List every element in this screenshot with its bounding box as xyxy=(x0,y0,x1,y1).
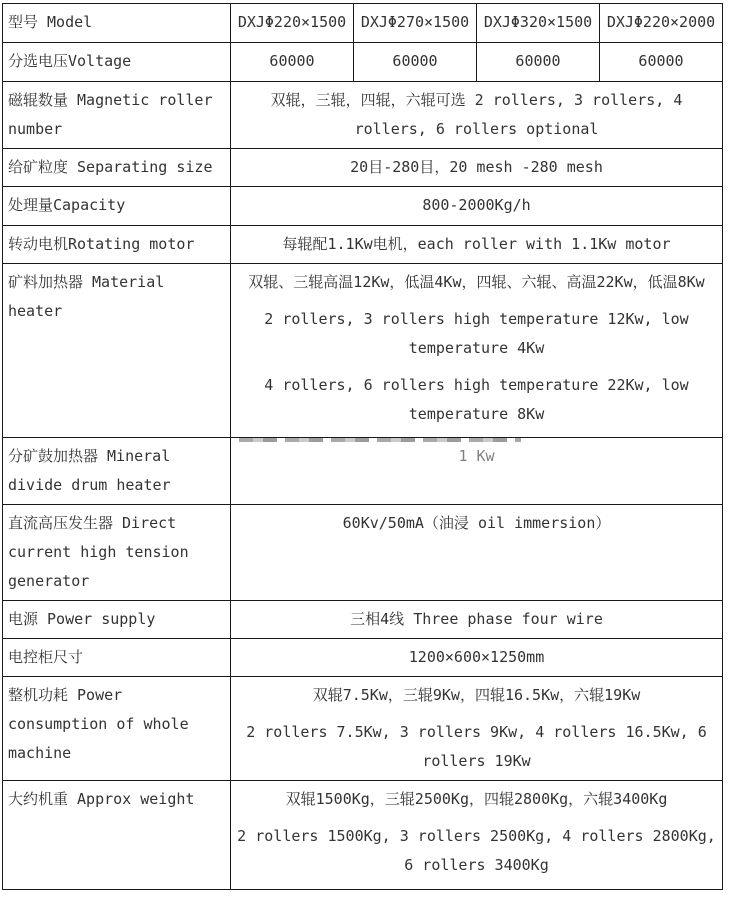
value-paragraph: 2 rollers 7.5Kw, 3 rollers 9Kw, 4 rollers 16.5Kw, 6 rollers 19Kw xyxy=(246,723,707,770)
row-label-power-consumption: 整机功耗 Power consumption of whole machine xyxy=(3,677,231,781)
voltage-value-3: 60000 xyxy=(477,43,600,82)
voltage-value-2: 60000 xyxy=(354,43,477,82)
table-row-capacity xyxy=(3,187,723,226)
row-value-capacity xyxy=(231,187,723,226)
row-value-cabinet-size xyxy=(231,639,723,677)
row-value-separating-size xyxy=(231,149,723,187)
table-row-voltage xyxy=(3,43,723,82)
table-row-approx-weight xyxy=(3,781,723,890)
row-value-approx-weight xyxy=(231,781,723,890)
value-paragraph: 2 rollers, 3 rollers high temperature 12Kw, low temperature 4Kw xyxy=(264,310,689,357)
value-paragraph: 60Kv/50mA（油浸 oil immersion） xyxy=(342,514,611,532)
model-value-2: DXJΦ270×1500 xyxy=(354,4,477,43)
row-value-ht-generator xyxy=(231,505,723,601)
row-label-separating-size: 给矿粒度 Separating size xyxy=(3,149,231,187)
row-label-approx-weight: 大约机重 Approx weight xyxy=(3,781,231,890)
value-paragraph: 20目-280目，20 mesh -280 mesh xyxy=(350,158,603,176)
table-row-drum-heater xyxy=(3,438,723,505)
model-value-4: DXJΦ220×2000 xyxy=(600,4,723,43)
row-label-roller-number: 磁辊数量 Magnetic roller number xyxy=(3,82,231,149)
row-label-cabinet-size: 电控柜尺寸 xyxy=(3,639,231,677)
table-row-rotating-motor xyxy=(3,226,723,264)
value-paragraph: 双辊1500Kg，三辊2500Kg，四辊2800Kg，六辊3400Kg xyxy=(285,790,668,808)
value-paragraph: 双辊7.5Kw，三辊9Kw，四辊16.5Kw，六辊19Kw xyxy=(312,686,641,704)
row-label-drum-heater: 分矿鼓加热器 Mineral divide drum heater xyxy=(3,438,231,505)
row-label-power-supply: 电源 Power supply xyxy=(3,601,231,639)
table-row-model xyxy=(3,4,723,43)
row-value-power-consumption xyxy=(231,677,723,781)
row-label-ht-generator: 直流高压发生器 Direct current high tension generator xyxy=(3,505,231,601)
value-paragraph: 1200×600×1250mm xyxy=(408,648,545,666)
row-value-material-heater xyxy=(231,264,723,438)
value-paragraph: 双辊，三辊，四辊，六辊可选 2 rollers, 3 rollers, 4 rollers, 6 rollers optional xyxy=(270,91,683,138)
row-value-rotating-motor xyxy=(231,226,723,264)
table-row-separating-size xyxy=(3,149,723,187)
value-paragraph: 800-2000Kg/h xyxy=(422,196,531,214)
value-paragraph: 2 rollers 1500Kg, 3 rollers 2500Kg, 4 rollers 2800Kg, 6 rollers 3400Kg xyxy=(237,827,716,874)
table-row-power-consumption xyxy=(3,677,723,781)
row-value-drum-heater xyxy=(231,438,723,505)
model-value-3: DXJΦ320×1500 xyxy=(477,4,600,43)
value-paragraph: 4 rollers, 6 rollers high temperature 22Kw, low temperature 8Kw xyxy=(264,376,689,423)
row-label-voltage: 分选电压Voltage xyxy=(3,43,231,82)
spec-table xyxy=(2,3,723,890)
table-row-ht-generator xyxy=(3,505,723,601)
model-value-1: DXJΦ220×1500 xyxy=(231,4,354,43)
row-label-rotating-motor: 转动电机Rotating motor xyxy=(3,226,231,264)
table-row-power-supply xyxy=(3,601,723,639)
value-paragraph: 每辊配1.1Kw电机，each roller with 1.1Kw motor xyxy=(282,235,671,253)
value-paragraph: 三相4线 Three phase four wire xyxy=(350,610,603,628)
table-row-material-heater xyxy=(3,264,723,438)
voltage-value-4: 60000 xyxy=(600,43,723,82)
row-label-material-heater: 矿料加热器 Material heater xyxy=(3,264,231,438)
voltage-value-1: 60000 xyxy=(231,43,354,82)
row-value-roller-number xyxy=(231,82,723,149)
value-paragraph: 双辊、三辊高温12Kw，低温4Kw，四辊、六辊、高温22Kw，低温8Kw xyxy=(248,273,705,291)
value-paragraph: 1 Kw xyxy=(458,447,495,465)
row-label-capacity: 处理量Capacity xyxy=(3,187,231,226)
table-row-roller-number xyxy=(3,82,723,149)
row-value-power-supply xyxy=(231,601,723,639)
table-row-cabinet-size xyxy=(3,639,723,677)
row-label-model: 型号 Model xyxy=(3,4,231,43)
